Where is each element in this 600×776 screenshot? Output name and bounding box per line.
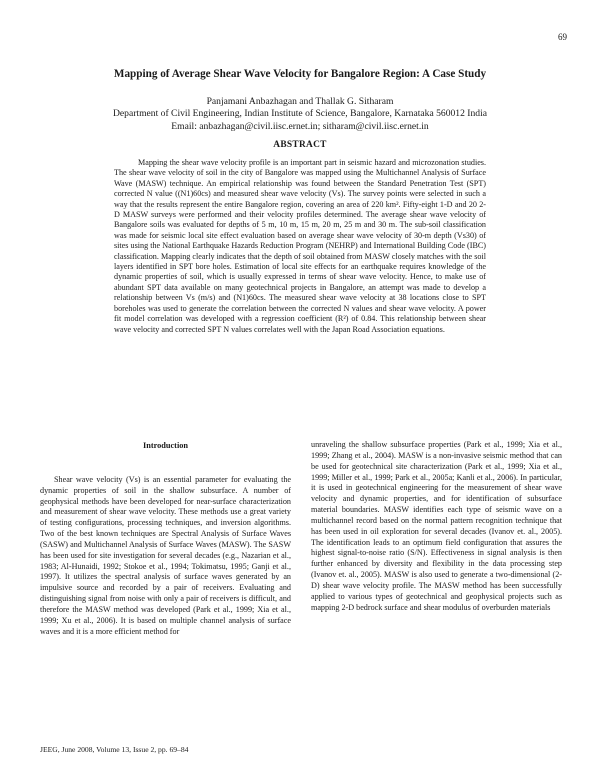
intro-paragraph-left: Shear wave velocity (Vs) is an essential parameter for evaluating the dynamic properties of soil in the shallow subsurface. A number of geophysical methods have been developed for near-surface characterization and measurement of shear wave velocity. These methods use a great variety of testing configurations, processing techniques, and inversion algorithms. Two of the best known techniques are Spectral Analysis of Surface Waves (SASW) and Multichannel Analysis of Surface Waves (MASW). The SASW has been used for site investigation for several decades (e.g., Nazarian et al., 1983; Al-Hunaidi, 1992; Stokoe et al., 1994; Tokimatsu, 1995; Ganji et al., 1997). It utilizes the spectral analysis of surface waves generated by an impulsive source and recorded by a pair of receivers. Evaluating and distinguishing signal from noise with only a pair of receivers is difficult, and therefore the MASW method was developed (Park et al., 1999; Xia et al., 1999; Xu et al., 2006). It is based on multiple channel analysis of surface waves and it is a more efficient method for (40, 474, 291, 636)
author-names: Panjamani Anbazhagan and Thallak G. Sitharam (206, 96, 394, 107)
journal-footer: JEEG, June 2008, Volume 13, Issue 2, pp. 69–84 (40, 745, 189, 754)
abstract-text: Mapping the shear wave velocity profile is an important part in seismic hazard and microzonation studies. The shear wave velocity of soil in the city of Bangalore was mapped using the Multichannel Analysis of Surface Wave (MASW) technique. An empirical relationship was found between the Standard Penetration Test (SPT) corrected N value ((N1)60cs) and measured shear wave velocity (Vs). The survey points were selected in such a way that the results represent the entire Bangalore region, covering an area of 220 km². Fifty-eight 1-D and 20 2-D MASW surveys were performed and their velocity profiles determined. The average shear wave velocity of Bangalore soils was evaluated for depths of 5 m, 10 m, 15 m, 20 m, 25 m and 30 m. The sub-soil classification was made for seismic local site effect evaluation based on average shear wave velocity of 30-m depth (Vs30) of sites using the National Earthquake Hazards Reduction Program (NEHRP) and International Building Code (IBC) classification. Mapping clearly indicates that the depth of soil obtained from MASW closely matches with the soil layers identified in SPT bore holes. Estimation of local site effects for an earthquake requires knowledge of the dynamic properties of soil, which is usually expressed in terms of shear wave velocity. Hence, to make use of abundant SPT data available on many geotechnical projects in Bangalore, an attempt was made to develop a relationship between Vs (m/s) and (N1)60cs. The measured shear wave velocity at 38 locations close to SPT boreholes was used to generate the correlation between the corrected N values and shear wave velocity. A power fit model correlation was developed with a regression coefficient (R²) of 0.84. This relationship between shear wave velocity and corrected SPT N values correlates well with the Japan Road Association equations. (114, 158, 486, 334)
author-email: Email: anbazhagan@civil.iisc.ernet.in; sitharam@civil.iisc.ernet.in (171, 120, 429, 132)
author-affiliation: Department of Civil Engineering, Indian Institute of Science, Bangalore, Karnataka 560012 India (112, 108, 488, 120)
abstract-body (114, 158, 486, 335)
paper-title: Mapping of Average Shear Wave Velocity for Bangalore Region: A Case Study (113, 68, 487, 80)
abstract-heading: ABSTRACT (273, 140, 327, 150)
author-block (60, 96, 540, 133)
section-heading-introduction: Introduction (142, 441, 189, 450)
left-column (40, 441, 291, 638)
intro-paragraph-right: unraveling the shallow subsurface properties (Park et al., 1999; Xia et al., 1999; Zhang et al., 2004). MASW is a non-invasive seismic method that can be used for geotechnical site characterization (Park et al., 1999; Xia et al., 1999; Miller et al., 1999; Park et al., 2005a; Kanli et al., 2006). In particular, it is used in geotechnical engineering for the measurement of shear wave velocity and dynamic properties, and for identification of subsurface material boundaries. MASW identifies each type of seismic wave on a multichannel record based on the normal pattern recognition technique that has been used in oil exploration for several decades (Ivanov et. al., 2005). The identification leads to an optimum field configuration that assures the highest signal-to-noise ratio (S/N). Effectiveness in signal analysis is then further enhanced by diversity and flexibility in the data processing step (Ivanov et. al., 2005). MASW is also used to generate a two-dimensional (2-D) shear wave velocity profile. The MASW method has been successfully applied to various types of geotechnical and geophysical projects such as mapping 2-D bedrock surface and shear modulus of overburden materials (311, 440, 562, 612)
page-number: 69 (558, 32, 567, 42)
right-column (311, 440, 562, 614)
